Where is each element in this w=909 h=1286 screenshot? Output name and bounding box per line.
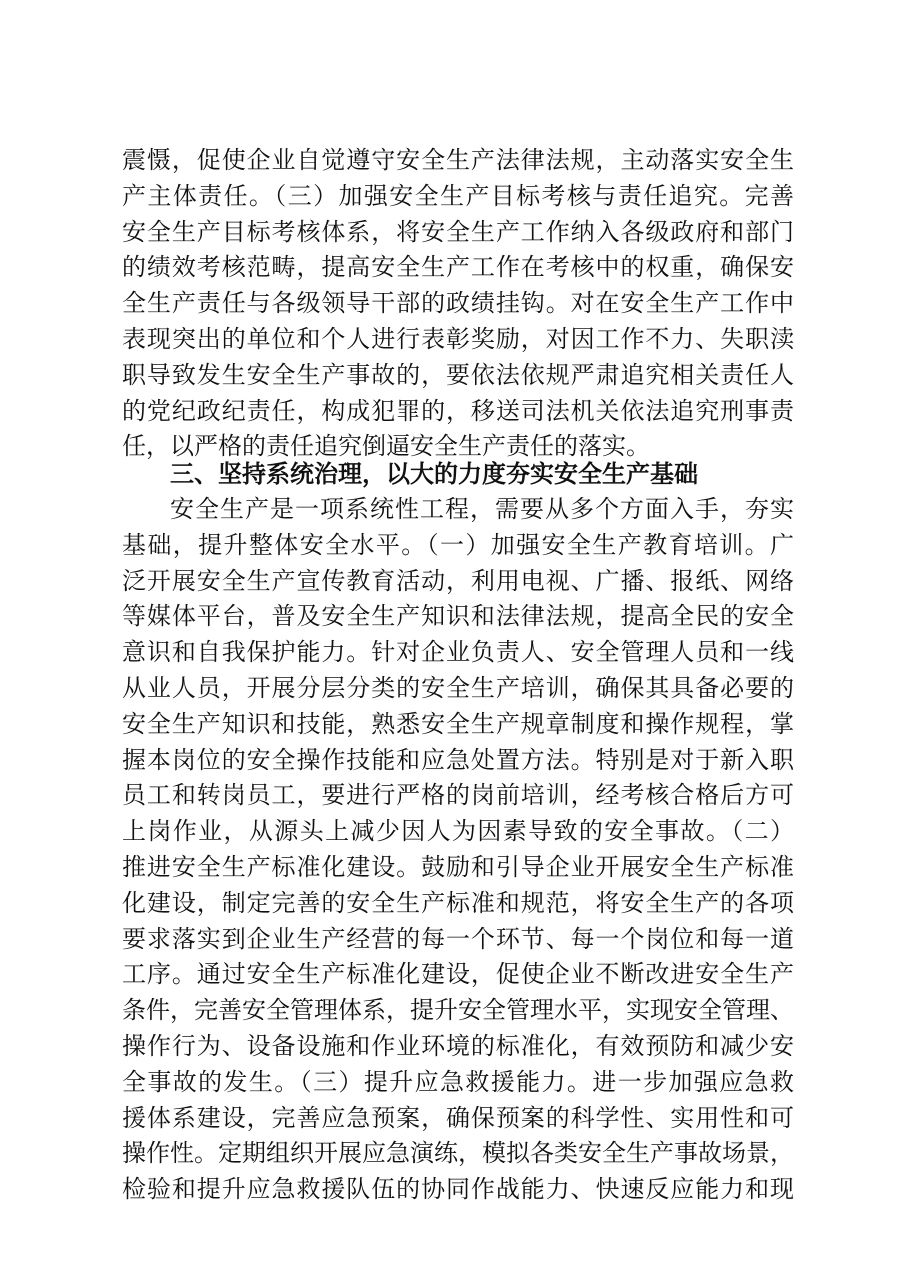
paragraph-responsibility xyxy=(122,143,794,465)
text-line: 产主体责任。（三）加强安全生产目标考核与责任追究。完善 xyxy=(122,181,794,210)
text-line: 的绩效考核范畴，提高安全生产工作在考核中的权重，确保安 xyxy=(122,253,794,282)
text-line: 要求落实到企业生产经营的每一个环节、每一个岗位和每一道 xyxy=(122,924,794,953)
text-line: 握本岗位的安全操作技能和应急处置方法。特别是对于新入职 xyxy=(122,745,794,774)
paragraph-system-governance xyxy=(122,492,794,1208)
text-line: 化建设，制定完善的安全生产标准和规范，将安全生产的各项 xyxy=(122,888,794,917)
text-line: 从业人员，开展分层分类的安全生产培训，确保其具备必要的 xyxy=(122,673,794,702)
text-line: 安全生产目标考核体系，将安全生产工作纳入各级政府和部门 xyxy=(122,217,794,246)
text-line: 援体系建设，完善应急预案，确保预案的科学性、实用性和可 xyxy=(122,1103,794,1132)
text-line: 安全生产知识和技能，熟悉安全生产规章制度和操作规程，掌 xyxy=(122,709,794,738)
text-line: 泛开展安全生产宣传教育活动，利用电视、广播、报纸、网络 xyxy=(122,566,794,595)
text-line: 基础，提升整体安全水平。（一）加强安全生产教育培训。广 xyxy=(122,530,794,559)
text-line: 的党纪政纪责任，构成犯罪的，移送司法机关依法追究刑事责 xyxy=(122,396,794,425)
text-line: 检验和提升应急救援队伍的协同作战能力、快速反应能力和现 xyxy=(122,1175,794,1204)
section-heading: 三、坚持系统治理，以大的力度夯实安全生产基础 xyxy=(170,460,698,488)
text-line: 意识和自我保护能力。针对企业负责人、安全管理人员和一线 xyxy=(122,638,794,667)
text-line: 员工和转岗员工，要进行严格的岗前培训，经考核合格后方可 xyxy=(122,781,794,810)
text-line: 操作行为、设备设施和作业环境的标准化，有效预防和减少安 xyxy=(122,1031,794,1060)
text-line: 条件，完善安全管理体系，提升安全管理水平，实现安全管理、 xyxy=(122,996,794,1025)
text-line: 工序。通过安全生产标准化建设，促使企业不断改进安全生产 xyxy=(122,960,794,989)
text-line: 全事故的发生。（三）提升应急救援能力。进一步加强应急救 xyxy=(122,1067,794,1096)
text-line: 震慑，促使企业自觉遵守安全生产法律法规，主动落实安全生 xyxy=(122,146,794,174)
text-line: 上岗作业，从源头上减少因人为因素导致的安全事故。（二） xyxy=(122,817,794,846)
text-line: 推进安全生产标准化建设。鼓励和引导企业开展安全生产标准 xyxy=(122,852,794,881)
text-line: 等媒体平台，普及安全生产知识和法律法规，提高全民的安全 xyxy=(122,602,794,631)
text-line: 安全生产是一项系统性工程，需要从多个方面入手，夯实 xyxy=(170,495,794,523)
text-line: 职导致发生安全生产事故的，要依法依规严肃追究相关责任人 xyxy=(122,360,794,389)
text-line: 任，以严格的责任追究倒逼安全生产责任的落实。 xyxy=(122,432,650,461)
text-line: 全生产责任与各级领导干部的政绩挂钩。对在安全生产工作中 xyxy=(122,289,794,318)
text-line: 表现突出的单位和个人进行表彰奖励，对因工作不力、失职渎 xyxy=(122,324,794,353)
text-line: 操作性。定期组织开展应急演练，模拟各类安全生产事故场景， xyxy=(122,1139,794,1168)
